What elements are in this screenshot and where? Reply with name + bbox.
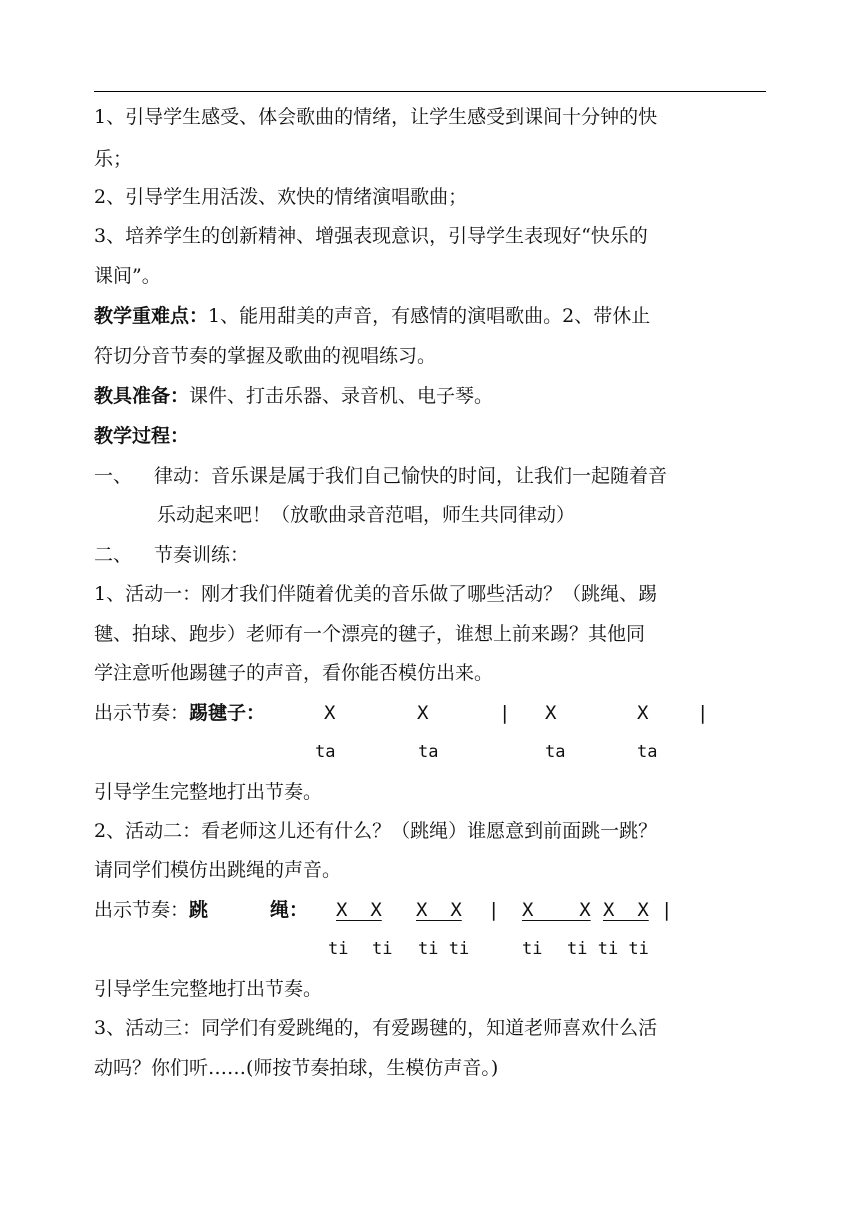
rhythm-1-name: 踢毽子： [189,702,266,724]
key-points-line-1 [94,303,650,329]
rhythm-2-syllable-5: ti ti ti [567,939,649,959]
after-rhythm-2: 引导学生完整地打出节奏。 [94,978,323,1000]
step-2-text: 节奏训练： [154,544,250,566]
rhythm-2-syllable-2: ti [372,939,393,959]
rhythm-2-group-1: X X [336,899,382,921]
process-label: 教学过程： [94,425,190,447]
activity-3-line-2: 动吗？你们听……(师按节奏拍球，生模仿声音。) [94,1057,499,1079]
objective-line-1: 1、引导学生感受、体会歌曲的情绪，让学生感受到课间十分钟的快 [94,106,658,128]
step-1-line-2: 乐动起来吧！（放歌曲录音范唱，师生共同律动） [157,504,576,526]
rhythm-2-syllable-1: ti [328,939,349,959]
rhythm-1-prefix: 出示节奏： [94,702,190,724]
activity-3-line-1: 3、活动三：同学们有爱跳绳的，有爱踢毽的，知道老师喜欢什么活 [94,1017,658,1039]
key-points-label: 教学重难点： [94,305,209,327]
step-1-text-1: 律动：音乐课是属于我们自己愉快的时间，让我们一起随着音 [154,465,668,487]
rhythm-1-note-3: X [545,702,557,724]
rhythm-1-syllable-1: ta [315,742,336,762]
materials-line [94,383,493,409]
header-rule [94,91,766,92]
rhythm-2-name-b: 绳： [270,899,309,921]
rhythm-2-group-2: X X [416,899,462,921]
rhythm-2-bar-1: | [488,899,500,921]
key-points-line-2: 符切分音节奏的掌握及歌曲的视唱练习。 [94,345,437,367]
objective-line-4: 3、培养学生的创新精神、增强表现意识，引导学生表现好“快乐的 [94,225,648,247]
rhythm-2-syllable-4: ti [522,939,543,959]
key-points-text-1: 1、能用甜美的声音，有感情的演唱歌曲。2、带休止 [208,305,651,327]
rhythm-1-syllable-2: ta [418,742,439,762]
rhythm-2-label [94,897,208,923]
activity-2-line-1: 2、活动二：看老师这儿还有什么？（跳绳）谁愿意到前面跳一跳？ [94,820,658,842]
objective-line-3: 2、引导学生用活泼、欢快的情绪演唱歌曲； [94,186,468,208]
step-1-number: 一、 [94,465,133,487]
rhythm-1-note-4: X [637,702,649,724]
step-2-line [94,542,249,568]
rhythm-2-prefix: 出示节奏： [94,899,190,921]
rhythm-1-label [94,700,265,726]
rhythm-1-syllable-3: ta [545,742,566,762]
rhythm-1-syllable-4: ta [637,742,658,762]
materials-text: 课件、打击乐器、录音机、电子琴。 [189,385,494,407]
rhythm-1-bar-1: | [499,702,511,724]
rhythm-1-bar-2: | [697,702,709,724]
activity-1-line-1: 1、活动一：刚才我们伴随着优美的音乐做了哪些活动？（跳绳、踢 [94,583,658,605]
objective-line-5: 课间”。 [94,265,161,287]
rhythm-2-syllable-3: ti ti [418,939,470,959]
activity-1-line-3: 学注意听他踢毽子的声音，看你能否模仿出来。 [94,662,494,684]
objective-line-2: 乐； [94,148,133,170]
activity-2-line-2: 请同学们模仿出跳绳的声音。 [94,859,342,881]
rhythm-1-note-2: X [417,702,429,724]
rhythm-2-group-4: X X [603,899,649,921]
rhythm-2-name-a: 跳 [189,899,209,921]
rhythm-2-group-3: X X [522,899,591,921]
activity-1-line-2: 毽、拍球、跑步）老师有一个漂亮的毽子，谁想上前来踢？其他同 [94,623,646,645]
step-2-number: 二、 [94,544,133,566]
materials-label: 教具准备： [94,385,190,407]
step-1-line-1 [94,463,667,489]
rhythm-2-bar-2: | [661,899,673,921]
rhythm-1-note-1: X [324,702,336,724]
after-rhythm-1: 引导学生完整地打出节奏。 [94,781,323,803]
